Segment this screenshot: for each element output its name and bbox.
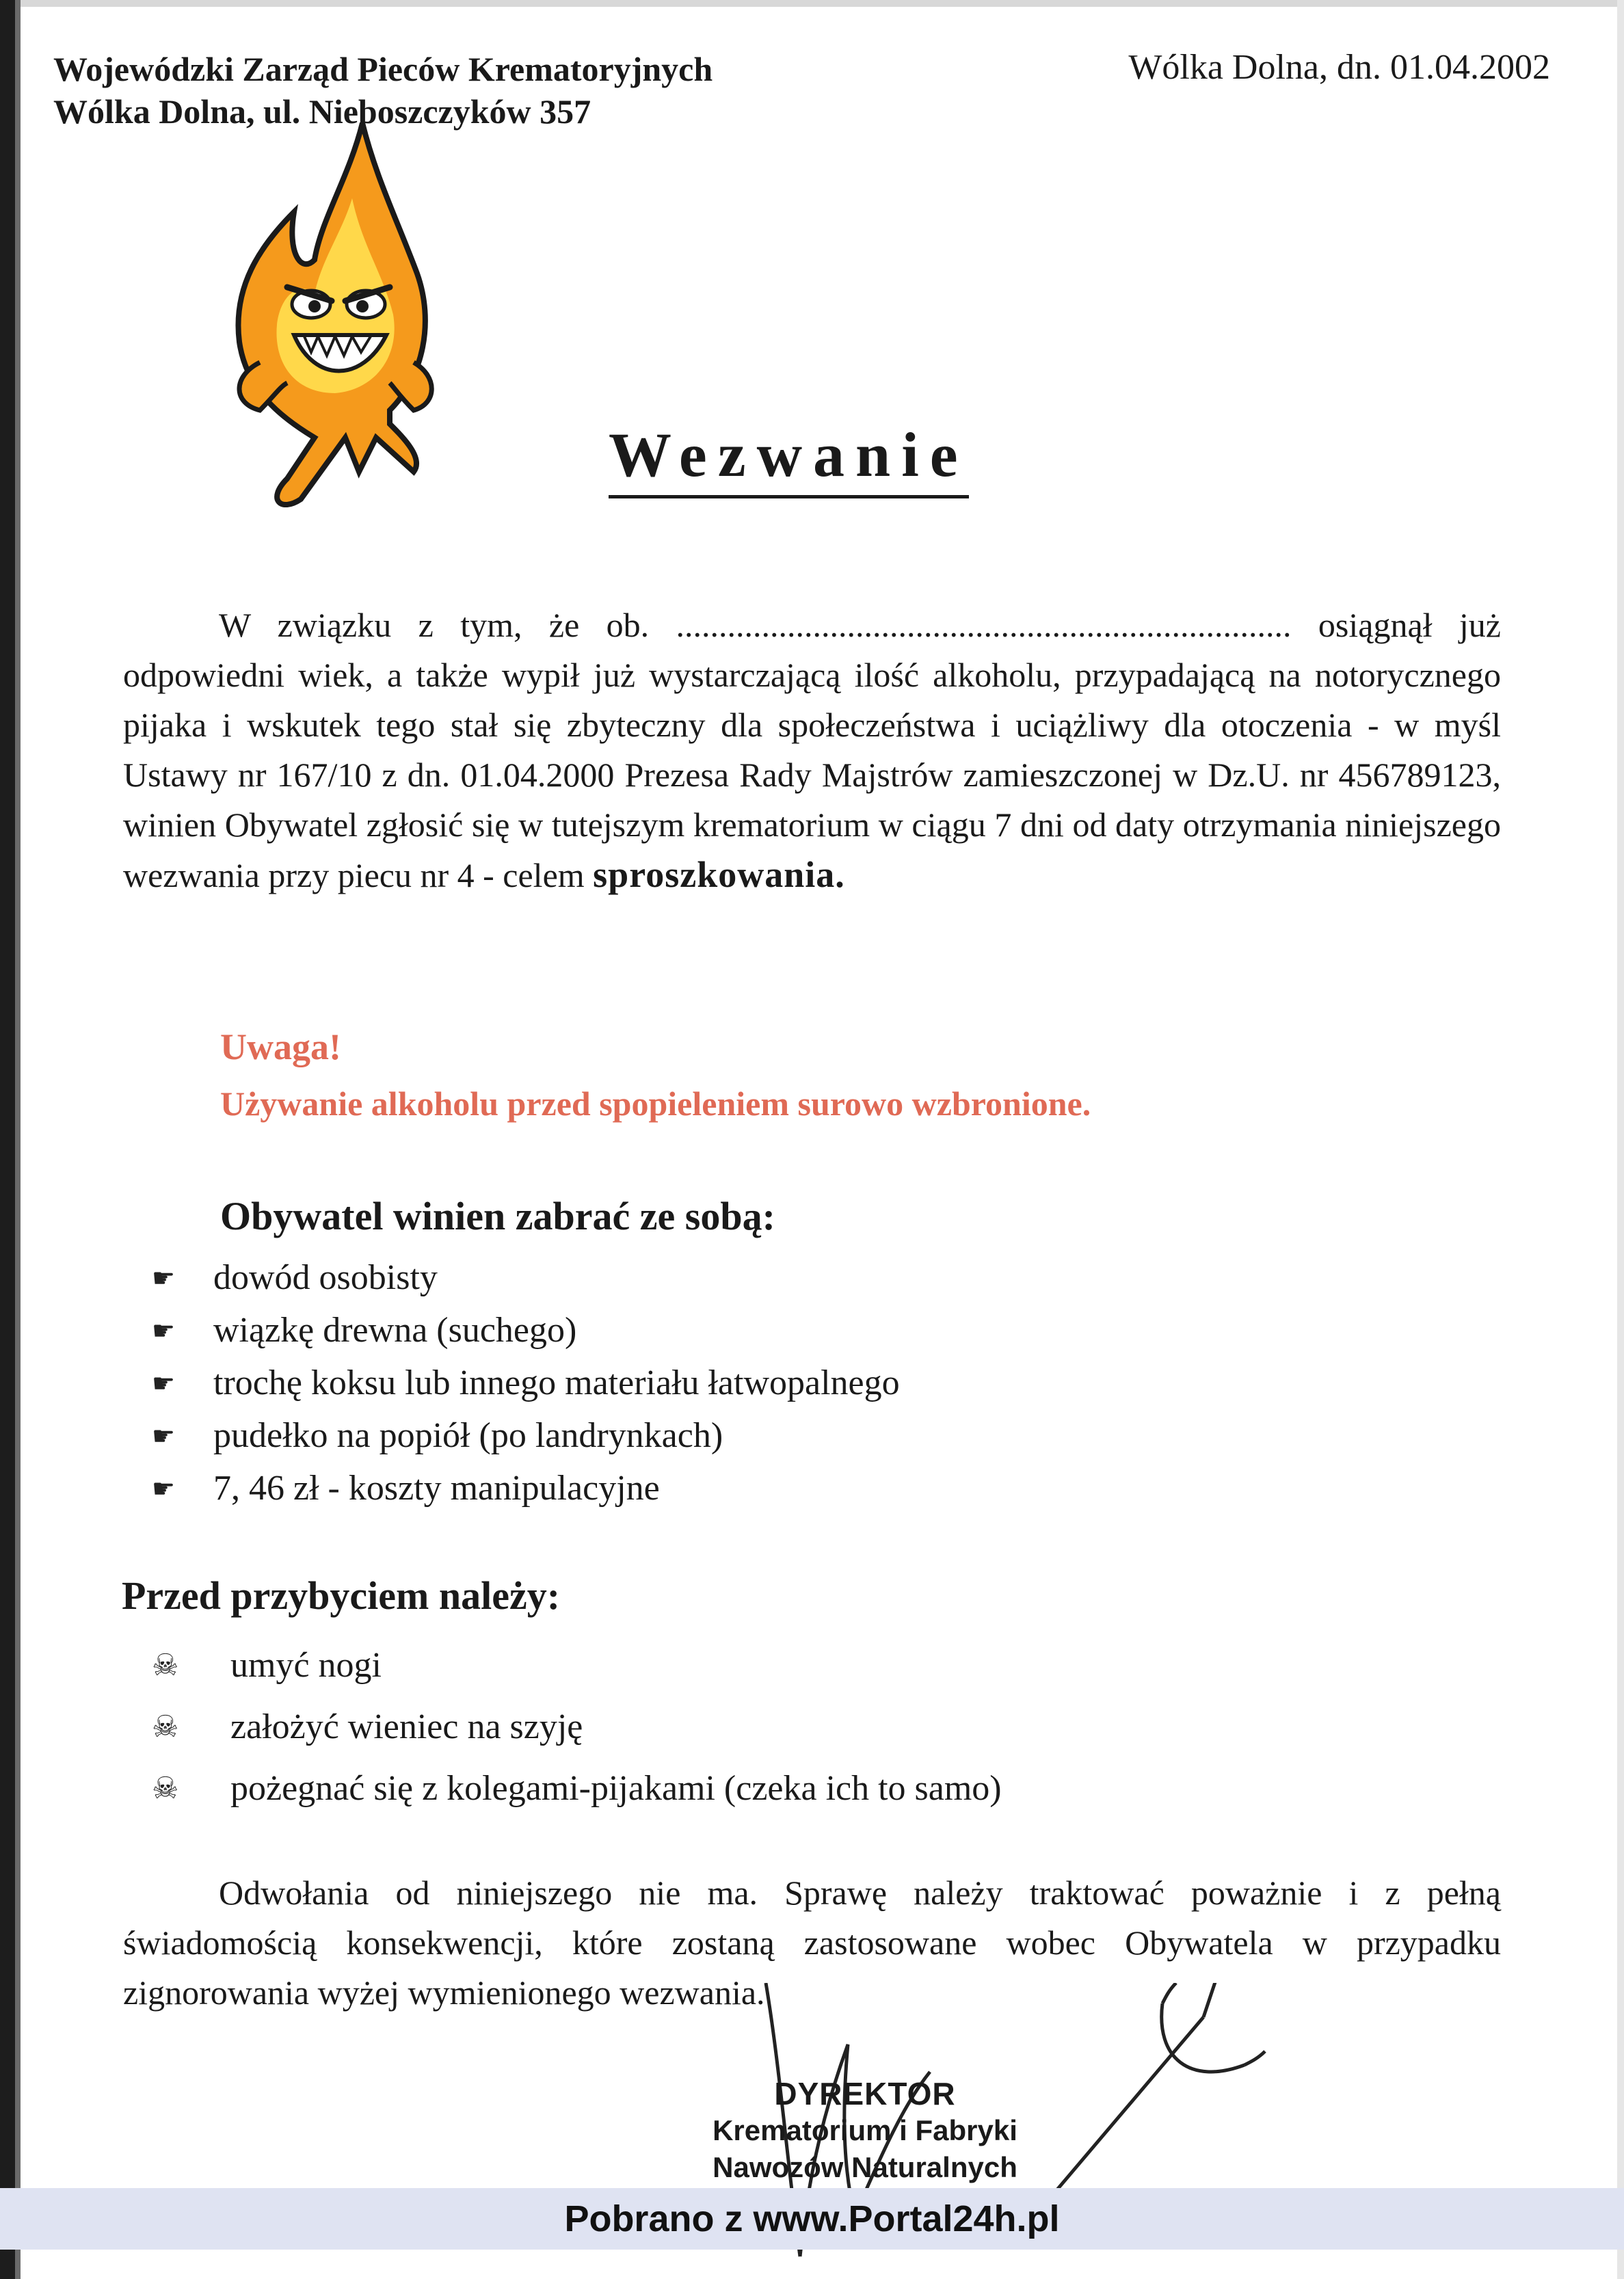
list-item: ☠ pożegnać się z kolegami-pijakami (czeka ich to samo)	[152, 1768, 1002, 1808]
bring-list	[152, 1251, 900, 1515]
scan-edge-left-shadow	[15, 0, 21, 2279]
before-arrival-heading: Przed przybyciem należy:	[122, 1573, 561, 1618]
list-item: ☠ umyć nogi	[152, 1645, 382, 1685]
list-item: ☛ dowód osobisty	[152, 1258, 438, 1297]
closing-text: Odwołania od niniejszego nie ma. Sprawę należy traktować poważnie i z pełną świadomością konsekwencji, które zostaną zastosowane wobec Obywatela w przypadku zignorowania wyżej wymienionego wezwania.	[123, 1874, 1501, 2012]
before-arrival-list	[152, 1634, 1002, 1819]
scan-edge-top	[0, 0, 1624, 7]
pointing-hand-icon: ☛	[152, 1262, 176, 1293]
summons-body	[123, 600, 1501, 901]
pointing-hand-icon: ☛	[152, 1473, 176, 1504]
skull-crossbones-icon: ☠	[152, 1770, 179, 1806]
document-date: Wólka Dolna, dn. 01.04.2002	[1128, 48, 1550, 87]
document-title: Wezwanie	[609, 417, 969, 498]
pointing-hand-icon: ☛	[152, 1368, 176, 1398]
download-banner-text: Pobrano z www.Portal24h.pl	[564, 2198, 1060, 2239]
scan-edge-left	[0, 0, 15, 2279]
bring-list-heading: Obywatel winien zabrać ze sobą:	[220, 1194, 775, 1238]
list-item: ☛ trochę koksu lub innego materiału łatwopalnego	[152, 1363, 900, 1402]
skull-crossbones-icon: ☠	[152, 1709, 179, 1744]
list-item: ☛ wiązkę drewna (suchego)	[152, 1311, 577, 1350]
warning-text: Używanie alkoholu przed spopieleniem surowo wzbronione.	[220, 1084, 1091, 1123]
scan-edge-right	[1617, 0, 1624, 2279]
signature-title: DYREKTOR	[774, 2076, 956, 2111]
summons-purpose-word: sproszkowania.	[593, 854, 845, 895]
organization-name: Wojewódzki Zarząd Pieców Krematoryjnych	[53, 50, 713, 88]
skull-crossbones-icon: ☠	[152, 1647, 179, 1683]
signature-block	[711, 2075, 1019, 2186]
list-item: ☠ założyć wieniec na szyję	[152, 1707, 583, 1746]
summons-body-text: W związku z tym, że ob. ........................................................................ osiągnął już odpowiedni wiek, a także wypił już wystarczającą ilość alkoholu, przypadającą na notorycznego pijaka i wskutek tego stał się zbyteczny dla społeczeństwa i uciążliwy dla otoczenia - w myśl Ustawy nr 167/10 z dn. 01.04.2000 Prezesa Rady Majstrów zamieszczonej w Dz.U. nr 456789123, winien Obywatel zgłosić się w tutejszym krematorium w ciągu 7 dni od daty otrzymania niniejszego wezwania przy piecu nr 4 - celem	[123, 606, 1501, 894]
flame-mascot-icon	[219, 116, 444, 527]
list-item: ☛ 7, 46 zł - koszty manipulacyjne	[152, 1469, 660, 1508]
pointing-hand-icon: ☛	[152, 1315, 176, 1346]
organization-address: Wólka Dolna, ul. Nieboszczyków 357	[53, 92, 591, 131]
warning-title: Uwaga!	[220, 1026, 341, 1067]
signature-line-2: Nawozów Naturalnych	[713, 2151, 1017, 2183]
list-item: ☛ pudełko na popiół (po landrynkach)	[152, 1416, 723, 1455]
signature-line-1: Krematorium i Fabryki	[713, 2114, 1017, 2146]
pointing-hand-icon: ☛	[152, 1420, 176, 1451]
